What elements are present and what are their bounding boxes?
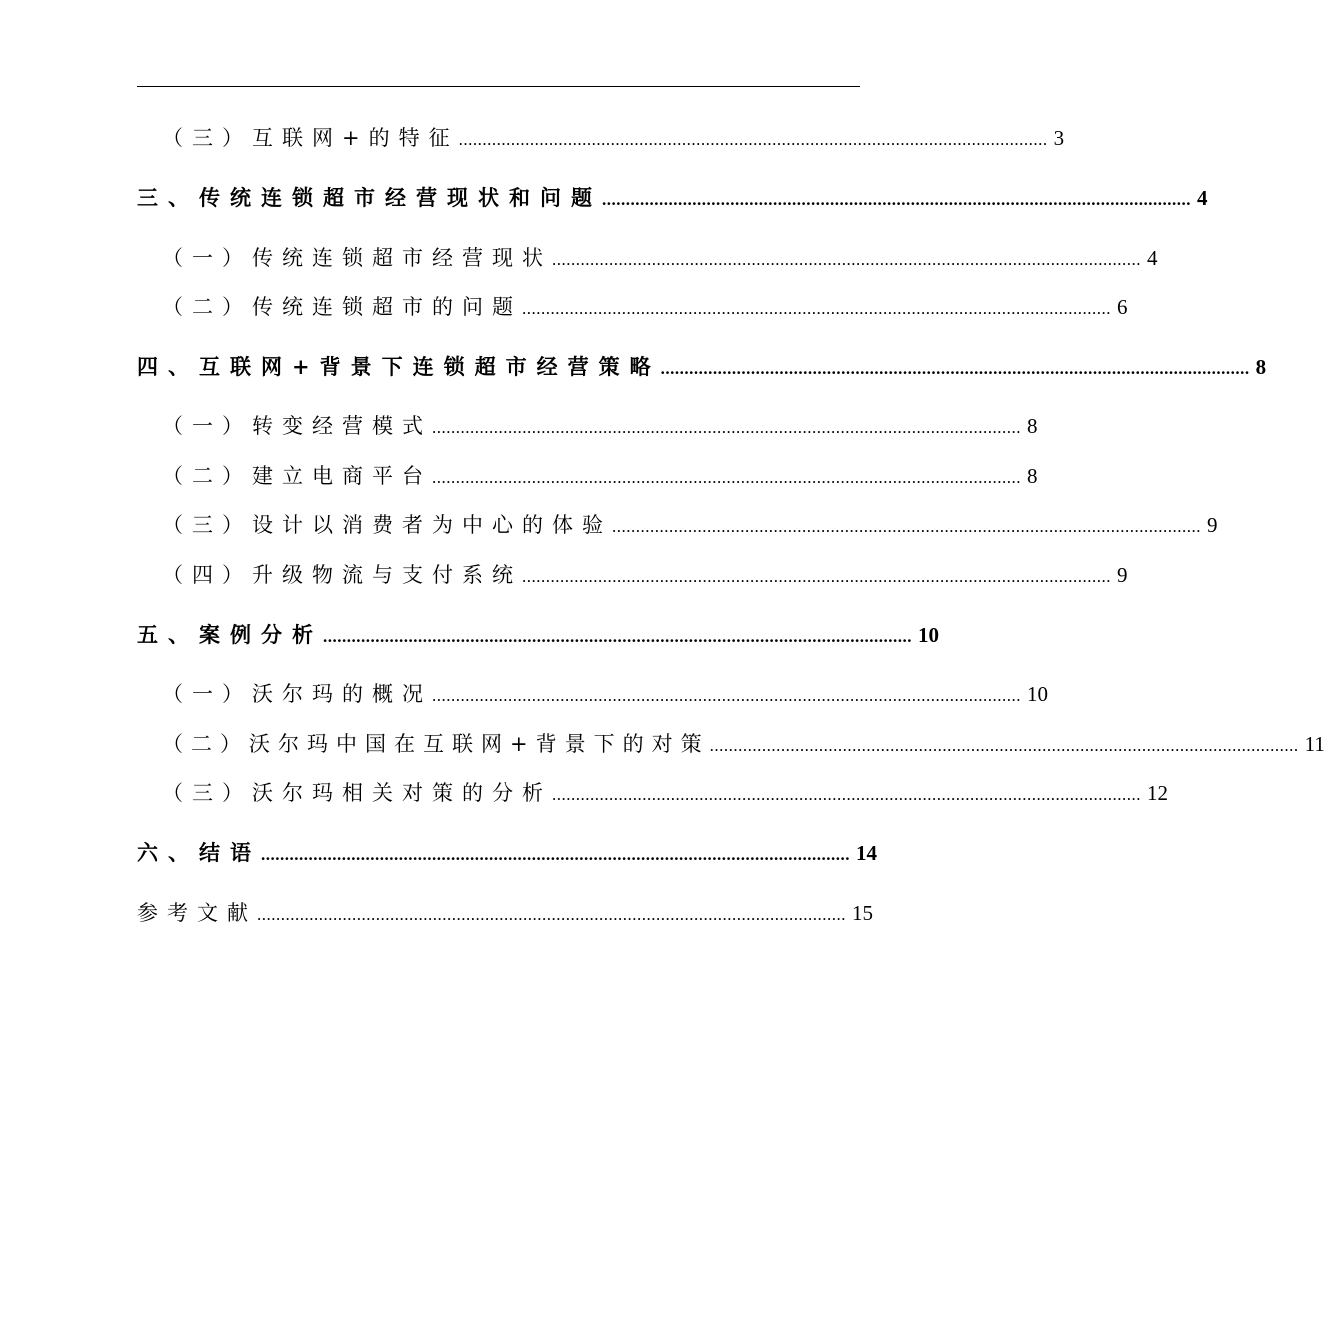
toc-leader-dots: ............................................................................................................................: [261, 845, 850, 864]
toc-entry[interactable]: [137, 183, 1208, 213]
toc-entry[interactable]: [137, 898, 873, 928]
toc-leader-dots: ............................................................................................................................: [323, 627, 912, 646]
toc-entry-page: 4: [1147, 246, 1158, 270]
toc-leader-dots: ............................................................................................................................: [432, 468, 1021, 487]
toc-entry[interactable]: [162, 778, 1168, 808]
toc-entry[interactable]: [162, 729, 1325, 759]
toc-entry-label: （一）沃尔玛的概况: [162, 682, 432, 706]
toc-leader-dots: ............................................................................................................................: [522, 299, 1111, 318]
toc-leader-dots: ............................................................................................................................: [612, 517, 1201, 536]
toc-entry[interactable]: [162, 510, 1218, 540]
toc-entry-label: 三、传统连锁超市经营现状和问题: [137, 185, 602, 210]
toc-entry-page: 8: [1027, 464, 1038, 488]
toc-entry-label: （三）沃尔玛相关对策的分析: [162, 781, 552, 805]
toc-entry-page: 15: [852, 901, 873, 925]
toc-entry-label: （二）沃尔玛中国在互联网+背景下的对策: [162, 732, 710, 756]
toc-entry[interactable]: [162, 461, 1038, 491]
toc-entry-page: 10: [918, 623, 939, 647]
toc-entry[interactable]: [162, 292, 1128, 322]
toc-leader-dots: ............................................................................................................................: [257, 905, 846, 924]
toc-entry-label: 四、互联网+背景下连锁超市经营策略: [137, 354, 661, 379]
toc-entry-label: （三）互联网+的特征: [162, 126, 459, 150]
header-rule: [137, 86, 860, 87]
toc-leader-dots: ............................................................................................................................: [552, 250, 1141, 269]
toc-entry-label: （一）转变经营模式: [162, 414, 432, 438]
toc-entry-page: 9: [1117, 563, 1128, 587]
toc-entry[interactable]: [162, 560, 1128, 590]
toc-leader-dots: ............................................................................................................................: [602, 190, 1191, 209]
toc-entry-label: （三）设计以消费者为中心的体验: [162, 513, 612, 537]
toc-entry-label: （二）传统连锁超市的问题: [162, 295, 522, 319]
toc-entry-page: 6: [1117, 295, 1128, 319]
toc-leader-dots: ............................................................................................................................: [552, 785, 1141, 804]
toc-entry[interactable]: [162, 411, 1038, 441]
toc-entry-page: 8: [1255, 355, 1267, 379]
toc-entry-page: 12: [1147, 781, 1168, 805]
toc-entry-label: 五、案例分析: [137, 622, 323, 647]
toc-leader-dots: ............................................................................................................................: [432, 686, 1021, 705]
toc-entry[interactable]: [137, 838, 877, 868]
toc-entry-label: （一）传统连锁超市经营现状: [162, 246, 552, 270]
toc-leader-dots: ............................................................................................................................: [709, 736, 1299, 755]
toc-entry[interactable]: [137, 620, 939, 650]
toc-entry-label: （二）建立电商平台: [162, 464, 432, 488]
toc-entry-page: 10: [1027, 682, 1048, 706]
toc-entry-label: 六、结语: [137, 840, 261, 865]
toc-entry[interactable]: [162, 679, 1048, 709]
toc-leader-dots: ............................................................................................................................: [432, 418, 1021, 437]
toc-entry[interactable]: [162, 243, 1158, 273]
toc-entry[interactable]: [162, 123, 1065, 153]
toc-entry-page: 4: [1197, 186, 1208, 210]
toc-entry-page: 8: [1027, 414, 1038, 438]
toc-entry-page: 9: [1207, 513, 1218, 537]
toc-entry-page: 14: [856, 841, 877, 865]
toc-leader-dots: ............................................................................................................................: [458, 130, 1048, 149]
toc-entry-page: 11: [1304, 732, 1325, 756]
toc-leader-dots: ............................................................................................................................: [660, 359, 1250, 378]
toc-leader-dots: ............................................................................................................................: [522, 567, 1111, 586]
toc-entry-label: 参考文献: [137, 901, 257, 925]
toc-entry[interactable]: [137, 352, 1267, 382]
toc-entry-page: 3: [1053, 126, 1065, 150]
toc-entry-label: （四）升级物流与支付系统: [162, 563, 522, 587]
